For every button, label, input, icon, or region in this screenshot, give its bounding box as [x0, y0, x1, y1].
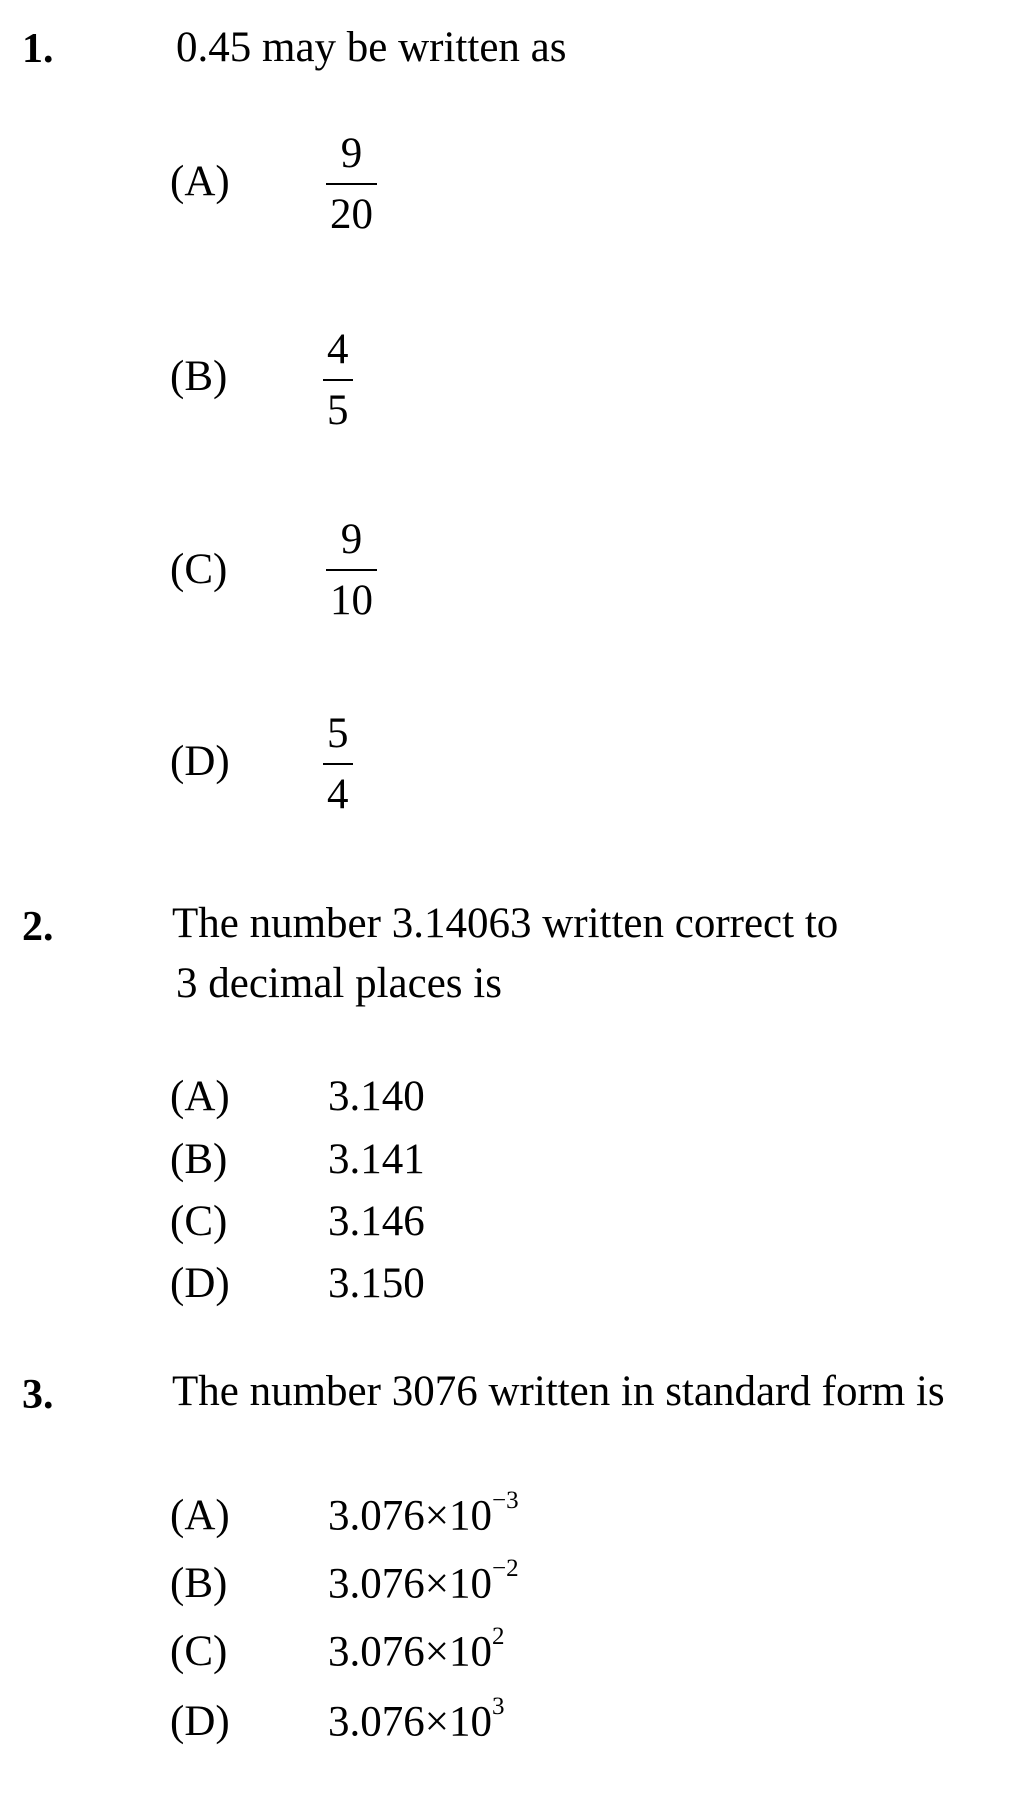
- option-fraction: [323, 712, 353, 816]
- option-value: 3.141: [328, 1136, 425, 1183]
- fraction-denominator: 10: [330, 577, 373, 624]
- option-label: (B): [170, 353, 228, 400]
- option-exponent: 2: [492, 1623, 505, 1650]
- option-exponent: 3: [492, 1693, 505, 1720]
- option-fraction: [323, 328, 353, 432]
- fraction-denominator: 4: [327, 771, 349, 818]
- fraction-numerator: 5: [327, 710, 349, 757]
- option-value: 3.150: [328, 1260, 425, 1307]
- option-value: [328, 1623, 505, 1676]
- question-text-line1: The number 3.14063 written correct to: [172, 900, 839, 947]
- question-text-line2: 3 decimal places is: [176, 960, 502, 1007]
- option-value: 3.140: [328, 1073, 425, 1120]
- question-number: 1.: [22, 26, 54, 72]
- fraction-numerator: 9: [340, 516, 363, 563]
- option-label: (D): [170, 1260, 230, 1307]
- option-value: [328, 1555, 519, 1608]
- option-base: 3.076×10: [328, 1698, 493, 1746]
- fraction-denominator: 5: [327, 387, 349, 434]
- question-text: 0.45 may be written as: [176, 24, 567, 71]
- fraction-numerator: 9: [340, 130, 363, 177]
- option-exponent: −2: [492, 1555, 519, 1582]
- option-value: [328, 1487, 519, 1540]
- option-fraction: [326, 518, 377, 622]
- option-label: (A): [170, 1073, 230, 1120]
- option-value: 3.146: [328, 1198, 425, 1245]
- option-base: 3.076×10: [328, 1628, 493, 1676]
- option-label: (D): [170, 738, 230, 785]
- question-text: The number 3076 written in standard form is: [172, 1368, 945, 1415]
- option-base: 3.076×10: [328, 1492, 493, 1540]
- option-label: (D): [170, 1698, 230, 1745]
- option-label: (C): [170, 1628, 228, 1675]
- option-fraction: [326, 132, 377, 236]
- fraction-numerator: 4: [327, 326, 349, 373]
- option-label: (B): [170, 1136, 228, 1183]
- option-exponent: −3: [492, 1487, 519, 1514]
- option-base: 3.076×10: [328, 1560, 493, 1608]
- option-label: (A): [170, 1492, 230, 1539]
- question-number: 2.: [22, 904, 54, 950]
- option-value: [328, 1693, 505, 1746]
- option-label: (B): [170, 1560, 228, 1607]
- option-label: (C): [170, 1198, 228, 1245]
- question-number: 3.: [22, 1372, 54, 1418]
- option-label: (A): [170, 158, 230, 205]
- option-label: (C): [170, 546, 228, 593]
- fraction-denominator: 20: [330, 191, 373, 238]
